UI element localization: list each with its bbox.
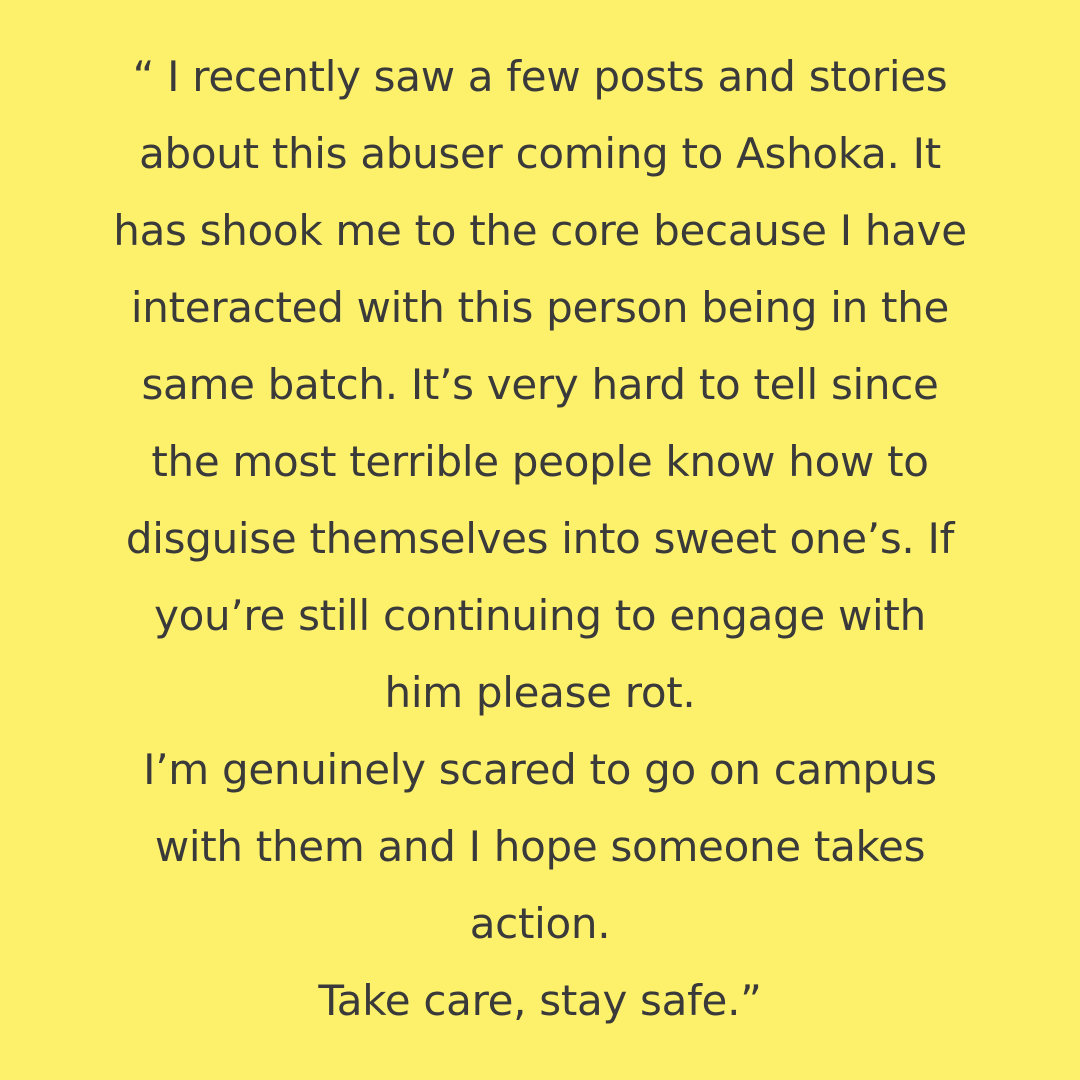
quote-line: the most terrible people know how to (151, 437, 929, 486)
quote-text (0, 38, 1080, 1039)
quote-line: interacted with this person being in the (130, 283, 950, 332)
quote-line: “ I recently saw a few posts and stories (132, 52, 948, 101)
quote-line: you’re still continuing to engage with (154, 591, 926, 640)
quote-line: action. (469, 899, 611, 948)
quote-line: has shook me to the core because I have (113, 206, 967, 255)
quote-line: about this abuser coming to Ashoka. It (139, 129, 941, 178)
quote-line: with them and I hope someone takes (154, 822, 926, 871)
quote-line: him please rot. (384, 668, 696, 717)
quote-line: Take care, stay safe.” (318, 976, 762, 1025)
quote-line: disguise themselves into sweet one’s. If (125, 514, 955, 563)
quote-line: same batch. It’s very hard to tell since (141, 360, 939, 409)
quote-line: I’m genuinely scared to go on campus (143, 745, 937, 794)
